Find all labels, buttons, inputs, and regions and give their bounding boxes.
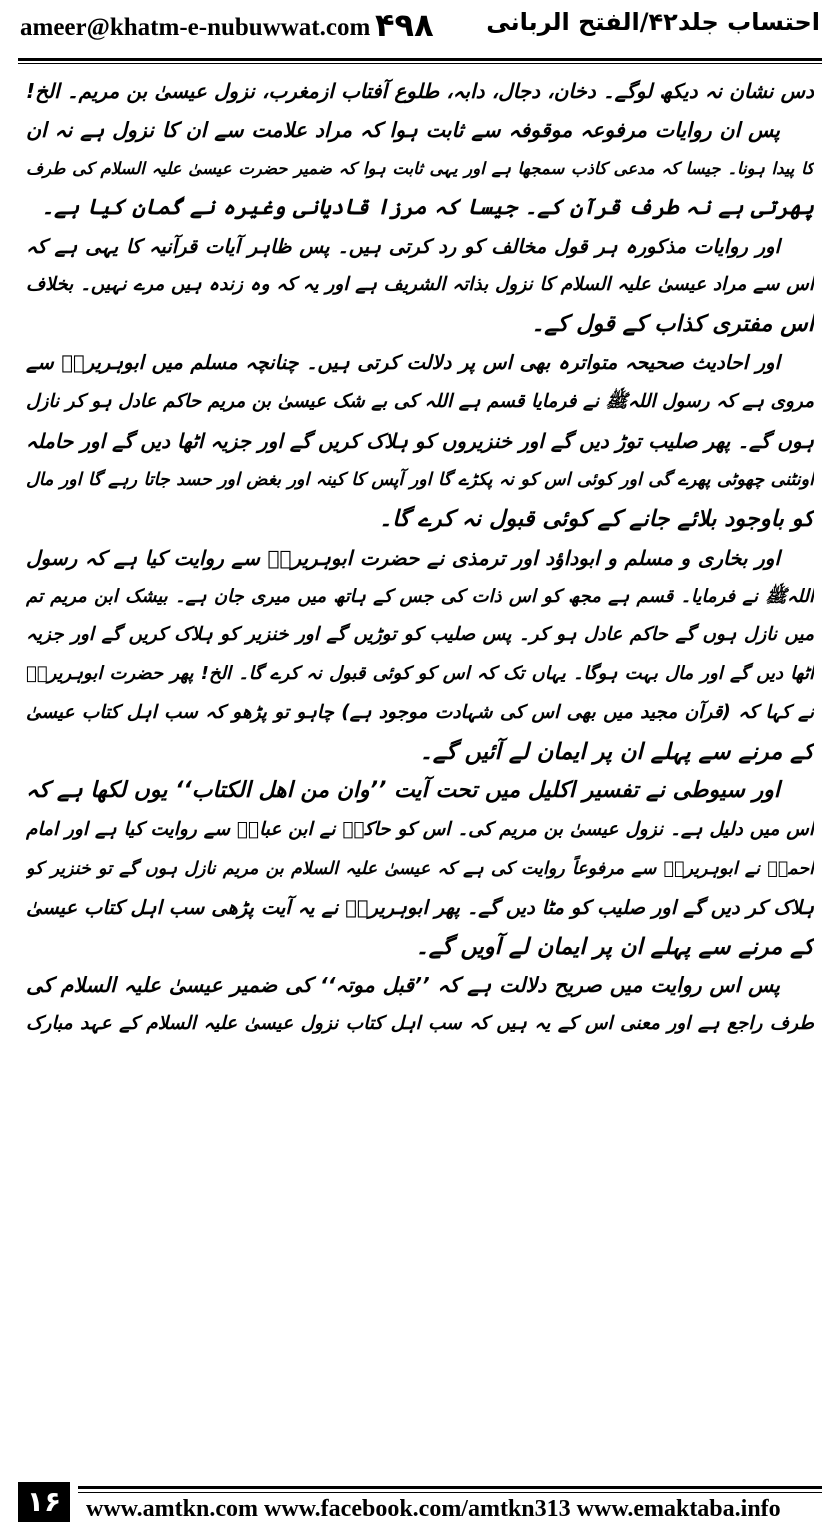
footer-page-box: ۱۶ <box>18 1482 70 1522</box>
text-line: اور بخاری و مسلم و ابوداؤد اور ترمذی نے حضرت ابوہریرہؓ سے روایت کیا ہے کہ رسول <box>26 545 780 570</box>
text-line: کا پیدا ہونا۔ جیسا کہ مدعی کاذب سمجھا ہے اور یہی ثابت ہوا کہ ضمیر حضرت عیسیٰ علیہ السلام کی طرف <box>26 158 814 178</box>
text-line: اٹھا دیں گے اور مال بہت ہوگا۔ یہاں تک کہ اس کو کوئی قبول نہ کرے گا۔ الخ! پھر حضرت ابوہریرہؓ <box>26 663 814 685</box>
text-line: دس نشان نہ دیکھ لوگے۔ دخان، دجال، دابہ، طلوع آفتاب ازمغرب، نزول عیسیٰ بن مریم۔ الخ! <box>26 79 814 103</box>
header-page-number: ۴۹۸ <box>375 6 434 44</box>
text-line: کے مرنے سے پہلے ان پر ایمان لے آویں گے۔ <box>415 933 814 960</box>
footer-links: www.amtkn.com www.facebook.com/amtkn313 www.emaktaba.info <box>86 1496 781 1522</box>
text-line: اس میں دلیل ہے۔ نزول عیسیٰ بن مریم کی۔ اس کو حاکمؒ نے ابن عباسؓ سے روایت کیا ہے اور امام <box>26 818 814 840</box>
text-line: اور سیوطی نے تفسیر اکلیل میں تحت آیت ’’وان من اھل الکتاب‘‘ یوں لکھا ہے کہ <box>26 778 780 804</box>
text-line: پس اس روایت میں صریح دلالت ہے کہ ’’قبل موتہ‘‘ کی ضمیر عیسیٰ علیہ السلام کی <box>26 973 780 998</box>
text-line: اس مفتری کذاب کے قول کے۔ <box>531 311 814 338</box>
text-line: پھرتی ہے نہ طرف قرآن کے۔ جیسا کہ مرزا قادیانی وغیرہ نے گمان کیا ہے۔ <box>41 194 814 220</box>
text-line: اللہﷺ نے فرمایا۔ قسم ہے مجھ کو اس ذات کی جس کے ہاتھ میں میری جان ہے۔ بیشک ابن مریم تم <box>26 585 814 607</box>
text-line: کے مرنے سے پہلے ان پر ایمان لے آئیں گے۔ <box>419 739 814 766</box>
header-book-title: احتساب جلد۴۲/الفتح الربانی <box>486 8 820 36</box>
text-line: اور احادیث صحیحہ متواترہ بھی اس پر دلالت کرتی ہیں۔ چنانچہ مسلم میں ابوہریرہؓ سے <box>26 351 780 375</box>
page-body <box>26 72 814 1472</box>
page-header <box>0 0 840 62</box>
text-line: پس ان روایات مرفوعہ موقوفہ سے ثابت ہوا کہ مراد علامت سے ان کا نزول ہے نہ ان <box>26 117 780 142</box>
header-rule-thin <box>18 63 822 64</box>
text-line: مروی ہے کہ رسول اللہﷺ نے فرمایا قسم ہے اللہ کی بے شک عیسیٰ بن مریم حاکم عادل ہو کر نازل <box>26 391 814 413</box>
footer-rule-thin <box>78 1492 822 1493</box>
text-line: اونٹنی چھوٹی پھرے گی اور کوئی اس کو نہ پکڑے گا اور آپس کا کینہ اور بغض اور حسد جاتا رہے گا اور مال <box>26 469 814 490</box>
text-line: ہلاک کر دیں گے اور صلیب کو مٹا دیں گے۔ پھر ابوہریرہؓ نے یہ آیت پڑھی سب اہل کتاب عیسیٰ <box>26 895 814 919</box>
footer-rule <box>78 1486 822 1489</box>
text-line: میں نازل ہوں گے حاکم عادل ہو کر۔ پس صلیب کو توڑیں گے اور خنزیر کو ہلاک کریں گے اور جزیہ <box>26 624 814 646</box>
text-line: ہوں گے۔ پھر صلیب توڑ دیں گے اور خنزیروں کو ہلاک کریں گے اور جزیہ اٹھا دیں گے اور حاملہ <box>26 429 814 454</box>
text-line: نے کہا کہ (قرآن مجید میں بھی اس کی شہادت موجود ہے) چاہو تو پڑھو کہ سب اہل کتاب عیسیٰ <box>26 702 814 724</box>
page-footer <box>0 1478 840 1540</box>
text-line: اس سے مراد عیسیٰ علیہ السلام کا نزول بذاتہ الشریف ہے اور یہ کہ وہ زندہ ہیں مرے نہیں۔ بخلاف <box>26 274 814 296</box>
text-line: کو باوجود بلائے جانے کے کوئی قبول نہ کرے گا۔ <box>379 505 814 532</box>
text-line: اور روایات مذکورہ ہر قول مخالف کو رد کرتی ہیں۔ پس ظاہر آیات قرآنیہ کا یہی ہے کہ <box>26 234 780 258</box>
text-line: احمدؒ نے ابوہریرہؓ سے مرفوعاً روایت کی ہے کہ عیسیٰ علیہ السلام بن مریم نازل ہوں گے تو خنزیر کو <box>26 858 814 879</box>
header-rule <box>18 58 822 61</box>
text-line: طرف راجع ہے اور معنی اس کے یہ ہیں کہ سب اہل کتاب نزول عیسیٰ علیہ السلام کے عہد مبارک <box>26 1013 814 1035</box>
header-email: ameer@khatm-e-nubuwwat.com <box>20 14 371 41</box>
